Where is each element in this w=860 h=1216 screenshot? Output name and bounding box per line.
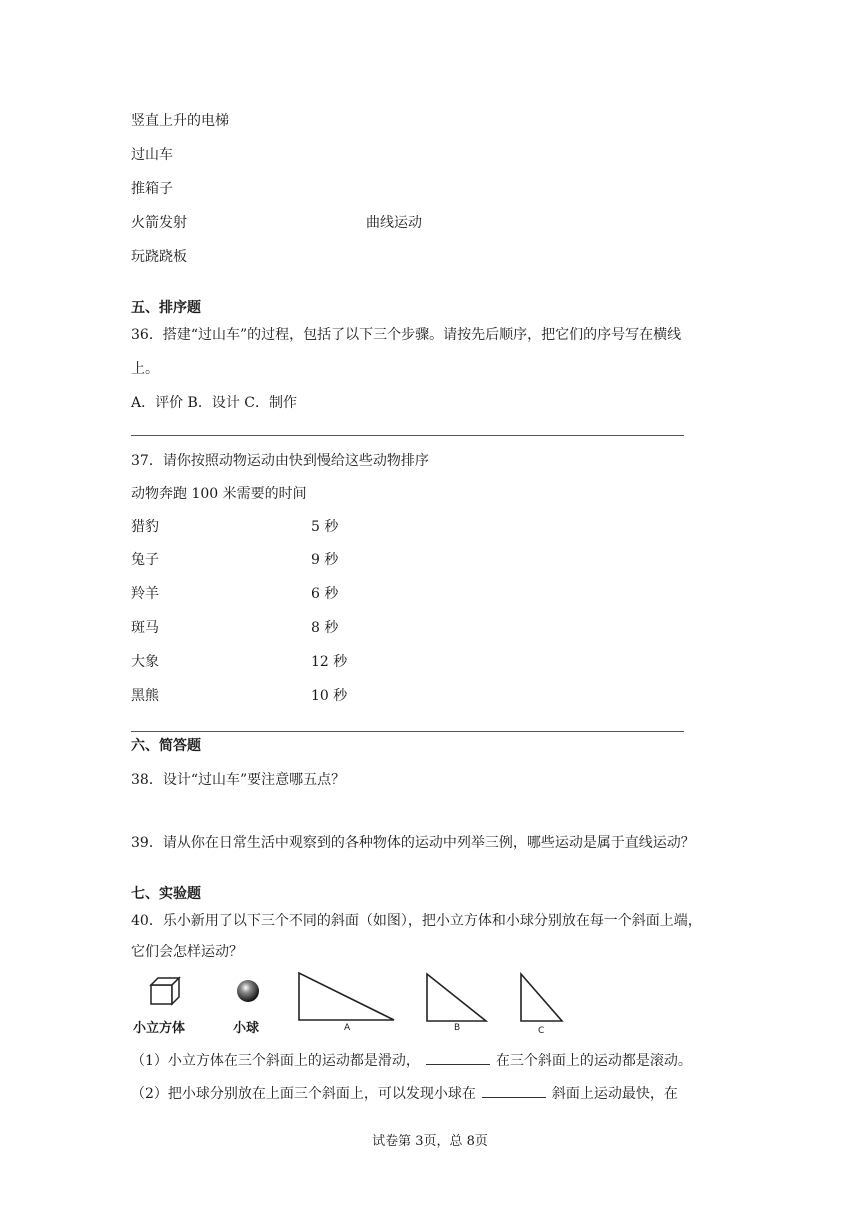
q40-sub1	[131, 1050, 692, 1068]
q40-text-line2: 它们会怎样运动？	[131, 944, 243, 960]
q37-text: 37．请你按照动物运动由快到慢给这些动物排序	[131, 453, 429, 469]
section-heading-sorting: 五、排序题	[131, 300, 201, 316]
animal-name: 猎豹	[131, 519, 159, 535]
animal-name: 黑熊	[131, 688, 159, 704]
q40-sub1-blank[interactable]	[426, 1050, 490, 1065]
matching-item: 过山车	[131, 147, 173, 163]
q40-sub2-blank[interactable]	[482, 1083, 546, 1098]
matching-item: 推箱子	[131, 181, 173, 197]
animal-time: 8 秒	[311, 620, 339, 636]
q38-text: 38．设计“过山车”要注意哪五点？	[131, 772, 346, 788]
q40-text-line1: 40．乐小新用了以下三个不同的斜面（如图），把小立方体和小球分别放在每一个斜面上端，	[131, 913, 702, 929]
animal-time: 12 秒	[311, 654, 348, 670]
q40-sub2	[131, 1083, 678, 1101]
slope-b-icon	[424, 971, 490, 1025]
slope-a-label: A	[344, 1023, 351, 1033]
q40-sub2-after: 斜面上运动最快，在	[551, 1086, 678, 1102]
q36-text-line2: 上。	[131, 361, 159, 377]
animal-name: 羚羊	[131, 586, 159, 602]
slope-b-label: B	[454, 1023, 461, 1033]
section-heading-short-answer: 六、简答题	[131, 738, 201, 754]
cube-icon	[148, 976, 182, 1006]
slope-c-label: C	[538, 1026, 545, 1036]
animal-name: 斑马	[131, 620, 159, 636]
q36-answer-line[interactable]	[131, 435, 684, 436]
page-footer: 试卷第 3页，总 8页	[372, 1134, 488, 1149]
matching-item: 竖直上升的电梯	[131, 113, 229, 129]
matching-item: 玩跷跷板	[131, 249, 187, 265]
cube-label: 小立方体	[133, 1021, 186, 1036]
animal-name: 大象	[131, 654, 159, 670]
ball-label: 小球	[233, 1021, 260, 1036]
slope-a-icon	[296, 970, 398, 1024]
q40-sub1-after: 在三个斜面上的运动都是滚动。	[495, 1053, 692, 1069]
ball-icon	[236, 979, 260, 1003]
animal-time: 5 秒	[311, 519, 339, 535]
animal-time: 10 秒	[311, 688, 348, 704]
animal-name: 兔子	[131, 552, 159, 568]
matching-category: 曲线运动	[366, 215, 422, 231]
q36-options: A．评价 B．设计 C．制作	[131, 395, 298, 411]
q37-answer-line[interactable]	[131, 731, 684, 732]
animal-time: 9 秒	[311, 552, 339, 568]
matching-item: 火箭发射	[131, 215, 187, 231]
q39-text: 39．请从你在日常生活中观察到的各种物体的运动中列举三例，哪些运动是属于直线运动？	[131, 835, 695, 851]
slope-c-icon	[518, 971, 566, 1025]
q40-sub1-before: （1）小立方体在三个斜面上的运动都是滑动，	[131, 1053, 420, 1069]
q40-sub2-before: （2）把小球分别放在上面三个斜面上，可以发现小球在	[131, 1086, 476, 1102]
q36-text-line1: 36．搭建“过山车”的过程，包括了以下三个步骤。请按先后顺序，把它们的序号写在横线	[131, 327, 682, 343]
section-heading-experiment: 七、实验题	[131, 886, 201, 902]
animal-time: 6 秒	[311, 586, 339, 602]
q37-table-title: 动物奔跑 100 米需要的时间	[131, 486, 307, 502]
